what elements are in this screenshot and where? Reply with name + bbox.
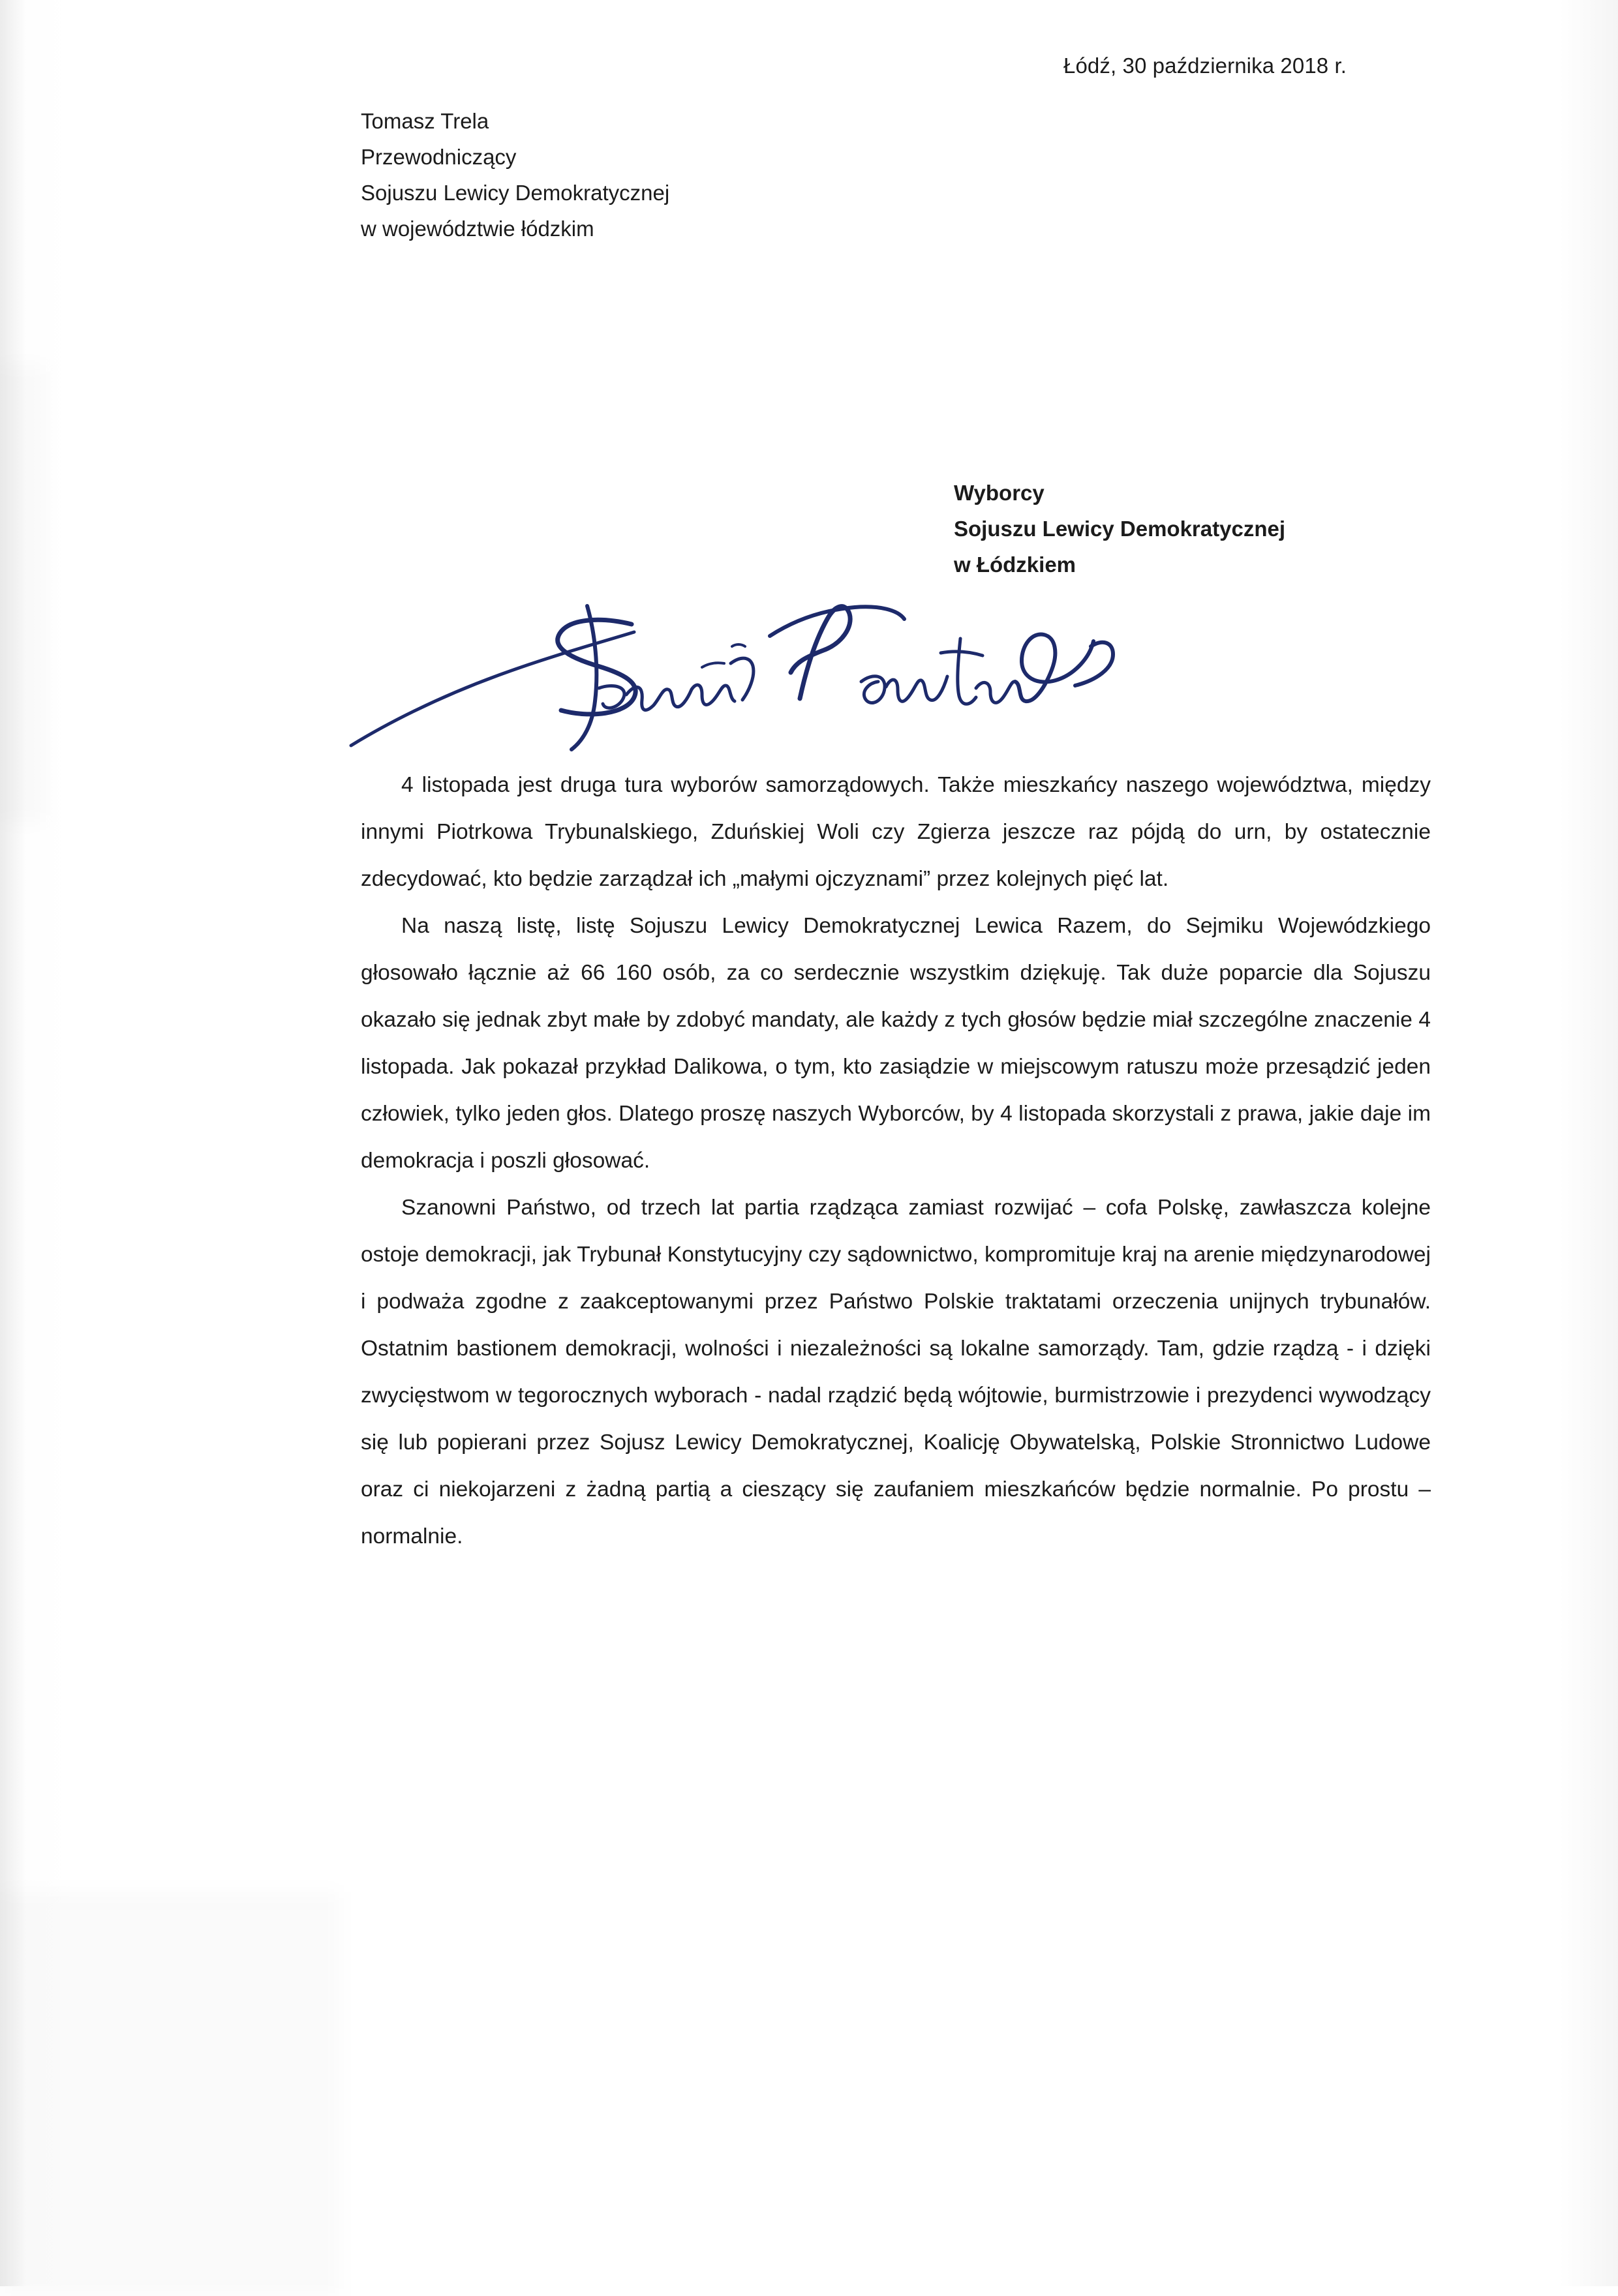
sender-line-role: Przewodniczący bbox=[361, 145, 517, 169]
letter-body bbox=[361, 762, 1431, 1560]
paragraph-1: 4 listopada jest druga tura wyborów samorządowych. Także mieszkańcy naszego województwa, między innymi Piotrkowa Trybunalskiego, Zduńskiej Woli czy Zgierza jeszcze raz pójdą do urn, by ostatecznie zdecydować, kto będzie zarządzał ich „małymi ojczyznami” przez kolejnych pięć lat. bbox=[361, 773, 1431, 891]
addressee-line-region: w Łódzkiem bbox=[954, 552, 1076, 577]
addressee-line-audience: Wyborcy bbox=[954, 481, 1045, 505]
handwritten-signature bbox=[339, 590, 1266, 779]
date-line: Łódź, 30 października 2018 r. bbox=[1063, 53, 1347, 78]
paragraph-3: Szanowni Państwo, od trzech lat partia rządząca zamiast rozwijać – cofa Polskę, zawłaszcza kolejne ostoje demokracji, jak Trybunał Konstytucyjny czy sądownictwo, kompromituje kraj na arenie międzynarodowej i podważa zgodne z zaakceptowanymi przez Państwo Polskie traktatami orzeczenia unijnych trybunałów. Ostatnim bastionem demokracji, wolności i niezależności są lokalne samorządy. Tam, gdzie rządzą - i dzięki zwycięstwom w tegorocznych wyborach - nadal rządzić będą wójtowie, burmistrzowie i prezydenci wywodzący się lub popierani przez Sojusz Lewicy Demokratycznej, Koalicję Obywatelską, Polskie Stronnictwo Ludowe oraz ci niekojarzeni z żadną partią a cieszący się zaufaniem mieszkańców będzie normalnie. Po prostu – normalnie. bbox=[361, 1196, 1431, 1548]
sender-block bbox=[361, 103, 669, 247]
sender-line-organization: Sojuszu Lewicy Demokratycznej bbox=[361, 181, 670, 205]
sender-line-region: w województwie łódzkim bbox=[361, 217, 594, 241]
paragraph-2: Na naszą listę, listę Sojuszu Lewicy Demokratycznej Lewica Razem, do Sejmiku Wojewódzkiego głosowało łącznie aż 66 160 osób, za co serdecznie wszystkim dziękuję. Tak duże poparcie dla Sojuszu okazało się jednak zbyt małe by zdobyć mandaty, ale każdy z tych głosów będzie miał szczególne znaczenie 4 listopada. Jak pokazał przykład Dalikowa, o tym, kto zasiądzie w miejscowym ratuszu może przesądzić jeden człowiek, tylko jeden głos. Dlatego proszę naszych Wyborców, by 4 listopada skorzystali z prawa, jakie daje im demokracja i poszli głosować. bbox=[361, 914, 1431, 1173]
addressee-line-organization: Sojuszu Lewicy Demokratycznej bbox=[954, 517, 1286, 541]
sender-line-name: Tomasz Trela bbox=[361, 109, 489, 133]
addressee-block bbox=[954, 475, 1285, 582]
